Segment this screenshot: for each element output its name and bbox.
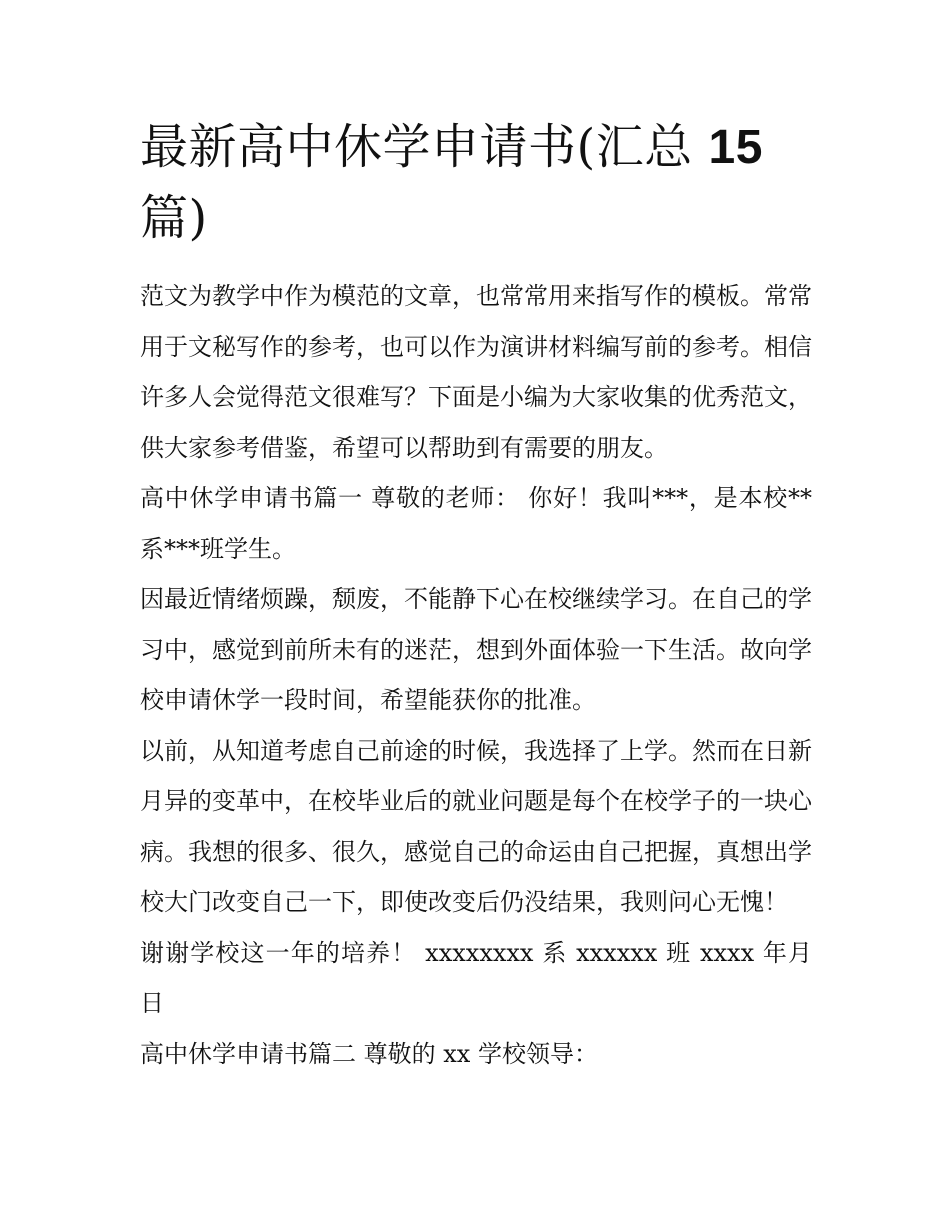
intro-paragraph: 范文为教学中作为模范的文章，也常常用来指写作的模板。常常用于文秘写作的参考，也可以作为演讲材料编写前的参考。相信许多人会觉得范文很难写？下面是小编为大家收集的优秀范文，供大家参考借鉴，希望可以帮助到有需要的朋友。: [140, 282, 812, 462]
letter-one-closing: 谢谢学校这一年的培养！ xxxxxxxx 系 xxxxxx 班 xxxx 年月日: [140, 938, 812, 1017]
title-text: 最新高中休学申请书(汇总: [140, 119, 693, 175]
letter-one-greeting: 高中休学申请书篇一 尊敬的老师： 你好！我叫***，是本校**系***班学生。: [140, 484, 812, 563]
document-body: [140, 112, 812, 1079]
letter-one-reason: 因最近情绪烦躁，颓废，不能静下心在校继续学习。在自己的学习中，感觉到前所未有的迷茫，想到外面体验一下生活。故向学校申请休学一段时间，希望能获你的批准。: [140, 585, 812, 714]
document-title: [140, 112, 812, 253]
letter-one-body: 以前，从知道考虑自己前途的时候，我选择了上学。然而在日新月异的变革中，在校毕业后的就业问题是每个在校学子的一块心病。我想的很多、很久，感觉自己的命运由自己把握，真想出学校大门改变自己一下，即使改变后仍没结果，我则问心无愧！: [140, 736, 812, 916]
title-text-end: 篇): [140, 190, 208, 246]
letter-two-heading: 高中休学申请书篇二 尊敬的 xx 学校领导：: [140, 1039, 598, 1068]
title-number: 15: [708, 121, 763, 174]
